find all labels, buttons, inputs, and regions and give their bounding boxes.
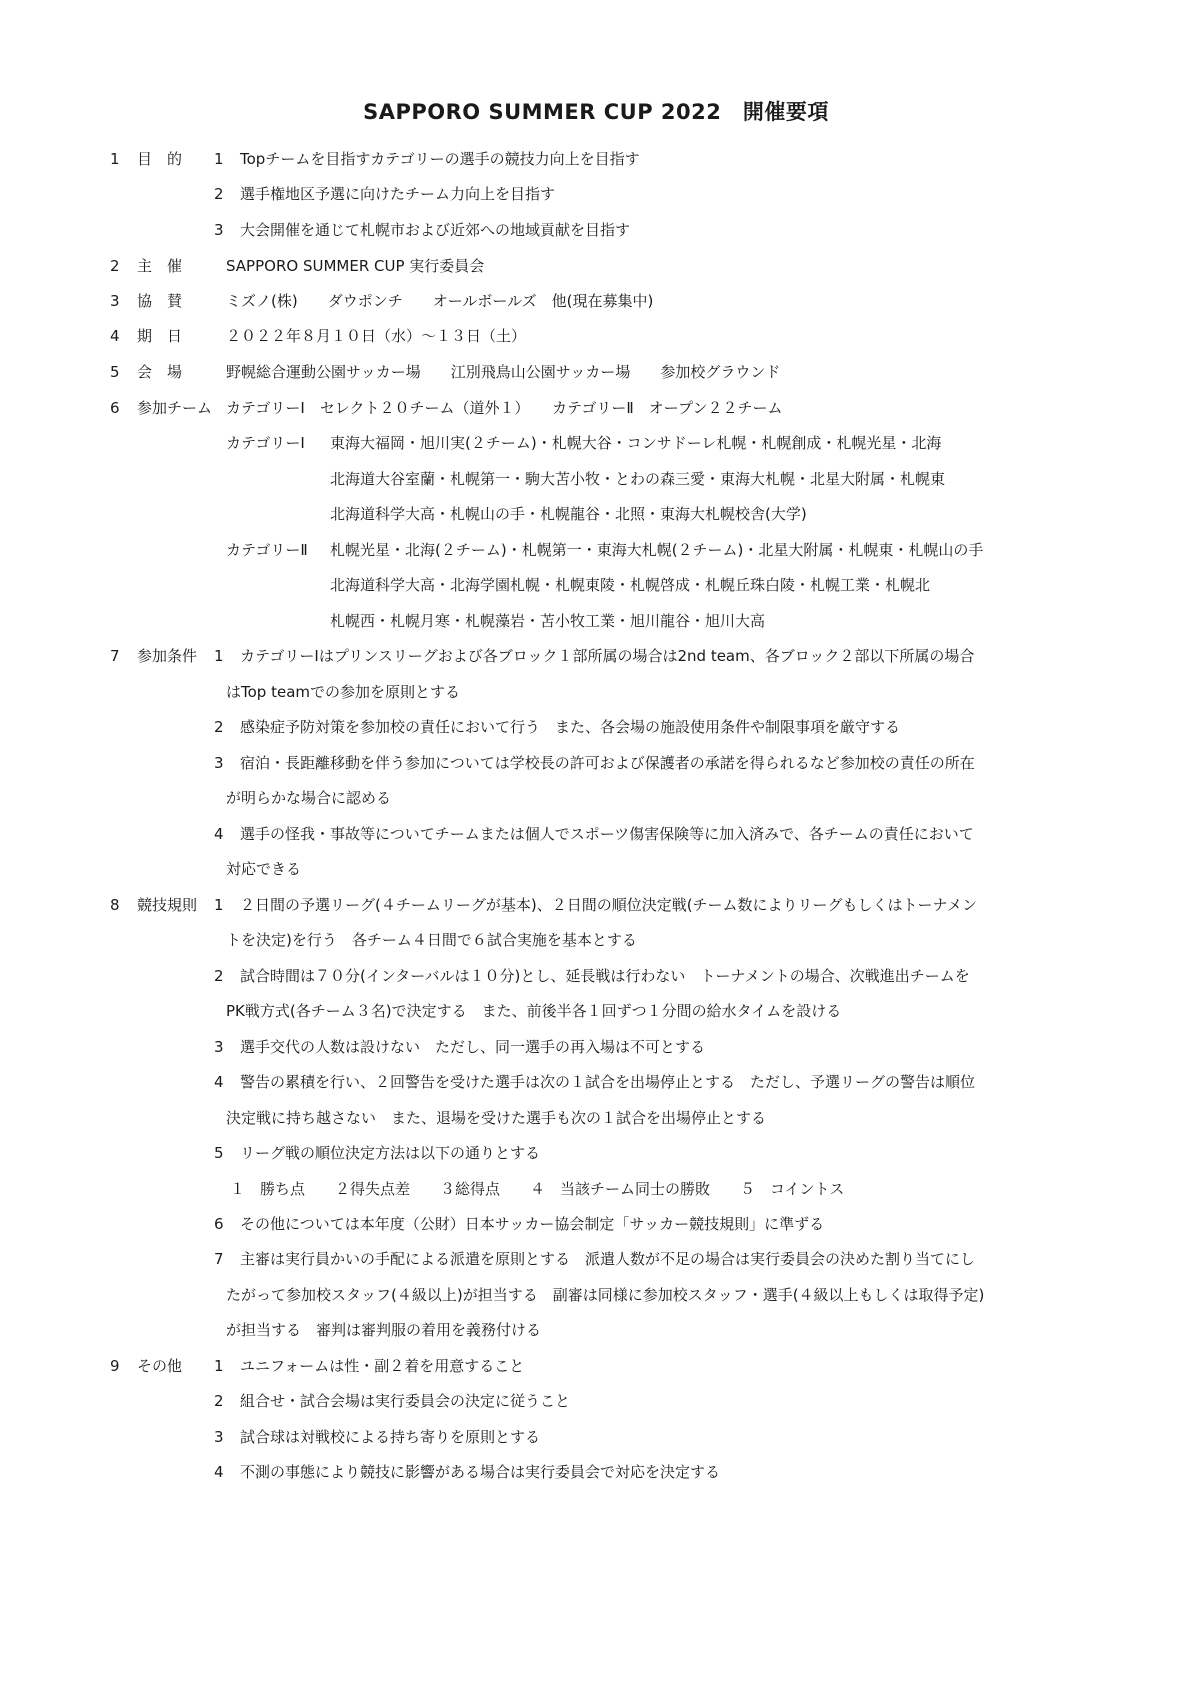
section-label: 目 的 [137, 150, 183, 168]
item-text: リーグ戦の順位決定方法は以下の通りとする [240, 1144, 541, 1162]
item-number: 3 [214, 1428, 224, 1446]
item-number: 2 [214, 967, 224, 985]
ranking-criteria: １ 勝ち点 ２得失点差 ３総得点 ４ 当該チーム同士の勝敗 ５ コイントス [230, 1180, 845, 1198]
item-number: 1 [214, 1357, 224, 1375]
item-text-cont: トを決定)を行う 各チーム４日間で６試合実施を基本とする [226, 931, 637, 949]
item-text: カテゴリーⅠはプリンスリーグおよび各ブロック１部所属の場合は2nd team、各ブロック２部以下所属の場合 [240, 647, 975, 665]
document-title: SAPPORO SUMMER CUP 2022 開催要項 [363, 100, 829, 124]
item-text-cont: はTop teamでの参加を原則とする [226, 683, 460, 701]
item-text: 宿泊・長距離移動を伴う参加については学校長の許可および保護者の承諾を得られるなど参加校の責任の所在 [240, 754, 975, 772]
item-number: 1 [214, 150, 224, 168]
item-text: 大会開催を通じて札幌市および近郊への地域貢献を目指す [240, 221, 631, 239]
section-label: 会 場 [137, 363, 183, 381]
section-number: 7 [110, 647, 120, 665]
item-text-cont: 決定戦に持ち越さない また、退場を受けた選手も次の１試合を出場停止とする [226, 1109, 767, 1127]
item-number: 4 [214, 1463, 224, 1481]
item-text: ２日間の予選リーグ(４チームリーグが基本)、２日間の順位決定戦(チーム数によりリーグもしくはトーナメン [240, 896, 977, 914]
item-text-cont: が担当する 審判は審判服の着用を義務付ける [226, 1321, 542, 1339]
item-text: 不測の事態により競技に影響がある場合は実行委員会で対応を決定する [240, 1463, 721, 1481]
section-number: 6 [110, 399, 120, 417]
item-text: ユニフォームは性・副２着を用意すること [240, 1357, 525, 1375]
section-number: 3 [110, 292, 120, 310]
item-text: その他については本年度（公財）日本サッカー協会制定「サッカー競技規則」に準ずる [240, 1215, 825, 1233]
item-text: 組合せ・試合会場は実行委員会の決定に従うこと [240, 1392, 571, 1410]
team-list-line: 北海道科学大高・札幌山の手・札幌龍谷・北照・東海大札幌校舎(大学) [330, 505, 807, 523]
team-list-line: 東海大福岡・旭川実(２チーム)・札幌大谷・コンサドーレ札幌・札幌創成・札幌光星・北海 [330, 434, 942, 452]
item-number: 2 [214, 185, 224, 203]
team-list-line: 北海道科学大高・北海学園札幌・札幌東陵・札幌啓成・札幌丘珠白陵・札幌工業・札幌北 [330, 576, 931, 594]
item-text-cont: が明らかな場合に認める [226, 789, 392, 807]
item-number: 1 [214, 896, 224, 914]
category-label: カテゴリーⅠ [226, 434, 305, 452]
item-text: Topチームを目指すカテゴリーの選手の競技力向上を目指す [240, 150, 640, 168]
item-text: SAPPORO SUMMER CUP 実行委員会 [226, 257, 485, 275]
item-text: 感染症予防対策を参加校の責任において行う また、各会場の施設使用条件や制限事項を厳守する [240, 718, 901, 736]
category-label: カテゴリーⅡ [226, 541, 308, 559]
item-number: 1 [214, 647, 224, 665]
item-text: 選手の怪我・事故等についてチームまたは個人でスポーツ傷害保険等に加入済みで、各チームの責任において [240, 825, 974, 843]
section-number: 9 [110, 1357, 120, 1375]
section-number: 4 [110, 327, 120, 345]
item-text-cont: 対応できる [226, 860, 302, 878]
item-text: 野幌総合運動公園サッカー場 江別飛鳥山公園サッカー場 参加校グラウンド [226, 363, 781, 381]
team-list-line: 北海道大谷室蘭・札幌第一・駒大苫小牧・とわの森三愛・東海大札幌・北星大附属・札幌東 [330, 470, 946, 488]
section-number: 5 [110, 363, 120, 381]
item-number: 3 [214, 1038, 224, 1056]
item-number: 2 [214, 1392, 224, 1410]
item-text: 試合時間は７０分(インターバルは１０分)とし、延長戦は行わない トーナメントの場合、次戦進出チームを [240, 967, 970, 985]
item-number: 2 [214, 718, 224, 736]
section-label: 期 日 [137, 327, 183, 345]
section-label: その他 [137, 1357, 183, 1375]
item-number: 4 [214, 1073, 224, 1091]
item-text: 選手権地区予選に向けたチーム力向上を目指す [240, 185, 556, 203]
item-text-cont: たがって参加校スタッフ(４級以上)が担当する 副審は同様に参加校スタッフ・選手(４級以上もしくは取得予定) [226, 1286, 985, 1304]
item-text: ２０２２年８月１０日（水）～１３日（土） [226, 327, 527, 345]
item-text-cont: PK戦方式(各チーム３名)で決定する また、前後半各１回ずつ１分間の給水タイムを設ける [226, 1002, 842, 1020]
item-number: 3 [214, 754, 224, 772]
section-label: 参加条件 [137, 647, 198, 665]
item-number: 7 [214, 1250, 224, 1268]
item-number: 6 [214, 1215, 224, 1233]
item-text: 主審は実行員かいの手配による派遣を原則とする 派遣人数が不足の場合は実行委員会の決めた割り当てにし [240, 1250, 976, 1268]
item-text: カテゴリーⅠ セレクト２０チーム（道外１） カテゴリーⅡ オープン２２チーム [226, 399, 783, 417]
item-text: 警告の累積を行い、２回警告を受けた選手は次の１試合を出場停止とする ただし、予選リーグの警告は順位 [240, 1073, 976, 1091]
item-number: 5 [214, 1144, 224, 1162]
section-number: 8 [110, 896, 120, 914]
team-list-line: 札幌光星・北海(２チーム)・札幌第一・東海大札幌(２チーム)・北星大附属・札幌東・札幌山の手 [330, 541, 984, 559]
item-text: ミズノ(株) ダウポンチ オールボールズ 他(現在募集中) [226, 292, 654, 310]
team-list-line: 札幌西・札幌月寒・札幌藻岩・苫小牧工業・旭川龍谷・旭川大高 [330, 612, 766, 630]
section-label: 主 催 [137, 257, 183, 275]
section-number: 1 [110, 150, 120, 168]
section-label: 協 賛 [137, 292, 183, 310]
section-number: 2 [110, 257, 120, 275]
item-number: 4 [214, 825, 224, 843]
item-text: 試合球は対戦校による持ち寄りを原則とする [240, 1428, 541, 1446]
item-text: 選手交代の人数は設けない ただし、同一選手の再入場は不可とする [240, 1038, 706, 1056]
section-label: 競技規則 [137, 896, 198, 914]
item-number: 3 [214, 221, 224, 239]
section-label: 参加チーム [137, 399, 213, 417]
